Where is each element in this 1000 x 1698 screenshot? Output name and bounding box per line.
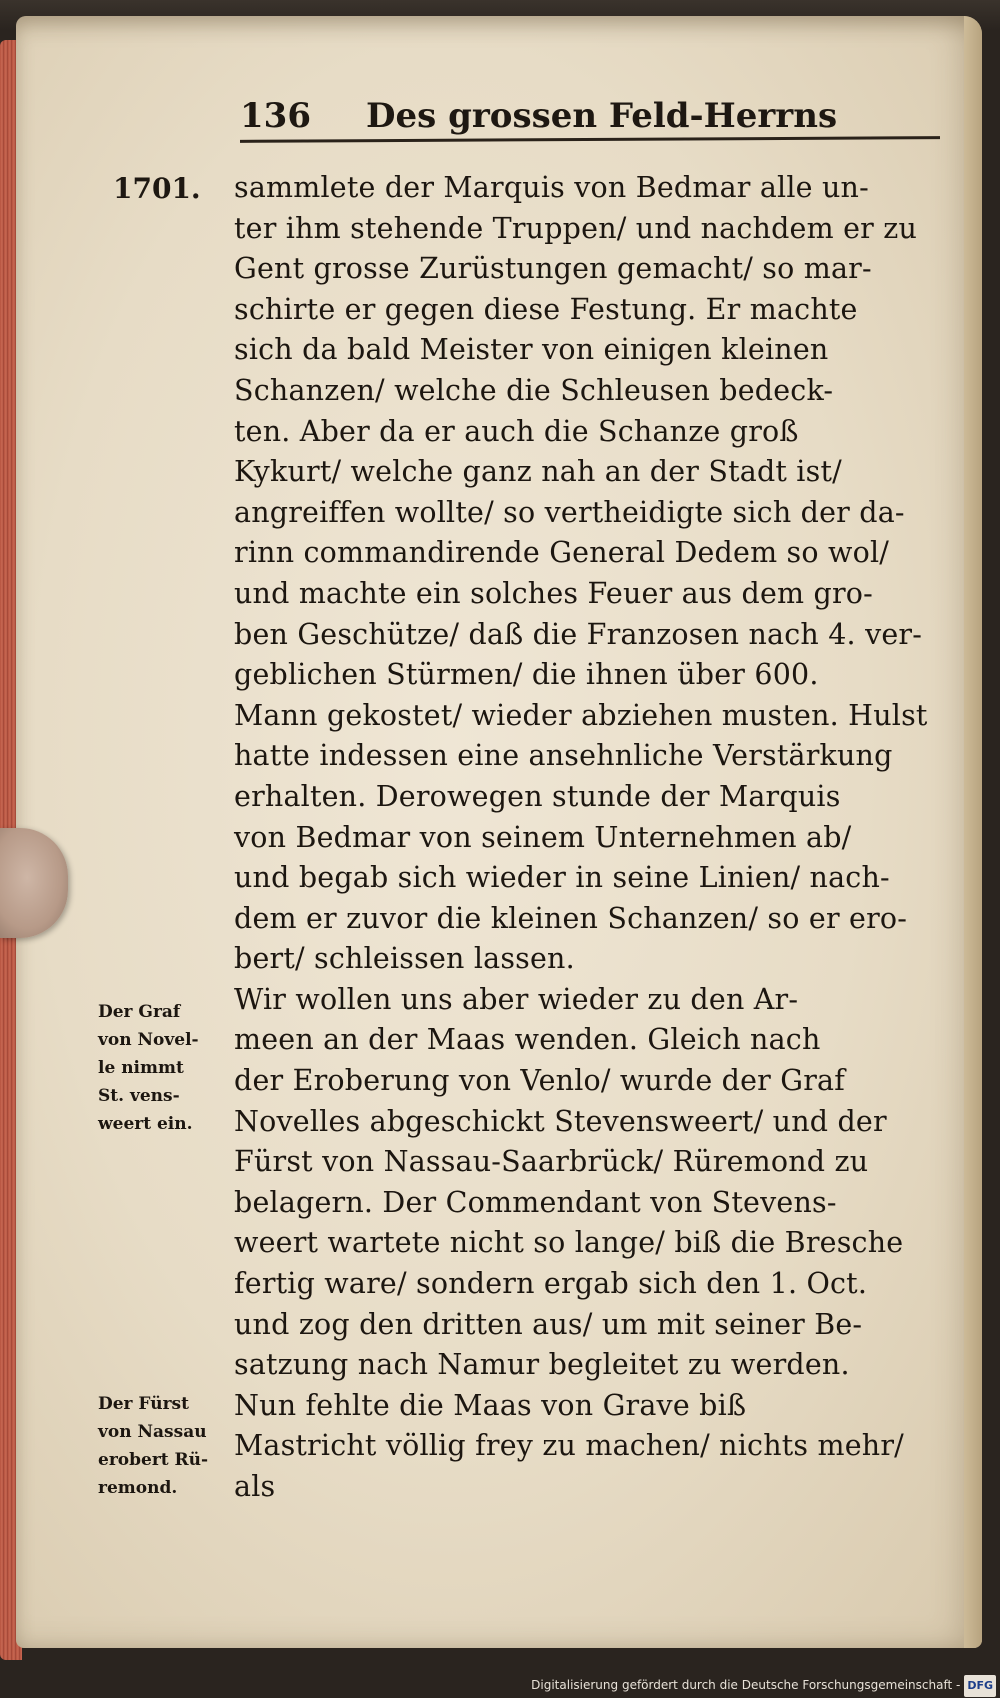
text-line: von Bedmar von seinem Unternehmen ab/ [234, 820, 852, 854]
text-line: Fürst von Nassau-Saarbrück/ Rüremond zu [234, 1145, 869, 1179]
year-marginal: 1701. [113, 172, 201, 205]
text-line: hatte indessen eine ansehnliche Verstärkung [234, 739, 893, 773]
text-line: ben Geschütze/ daß die Franzosen nach 4. ver- [234, 617, 923, 651]
text-line: ter ihm stehende Truppen/ und nachdem er zu [234, 211, 917, 245]
marginal-note-nassau [98, 1390, 238, 1502]
text-line: ten. Aber da er auch die Schanze groß [234, 414, 799, 448]
text-line: weert wartete nicht so lange/ biß die Bresche [234, 1226, 904, 1260]
marginal-line: von Novel- [98, 1030, 199, 1050]
text-line: und begab sich wieder in seine Linien/ nach- [234, 861, 890, 895]
text-line: erhalten. Derowegen stunde der Marquis [234, 779, 841, 813]
marginal-line: le nimmt [98, 1058, 184, 1078]
text-line: dem er zuvor die kleinen Schanzen/ so er ero- [234, 901, 908, 935]
text-line: rinn commandirende General Dedem so wol/ [234, 536, 890, 570]
dfg-logo: DFG [964, 1675, 996, 1697]
text-line: sich da bald Meister von einigen kleinen [234, 333, 829, 367]
text-line: Mastricht völlig frey zu machen/ nichts mehr/ [234, 1429, 904, 1463]
marginal-line: remond. [98, 1478, 178, 1498]
body-text [234, 168, 946, 1508]
footer-text: Digitalisierung gefördert durch die Deutsche Forschungsgemeinschaft - [531, 1678, 961, 1692]
text-line: fertig ware/ sondern ergab sich den 1. Oct. [234, 1267, 868, 1301]
marginal-line: weert ein. [98, 1114, 193, 1134]
marginal-line: erobert Rü- [98, 1450, 209, 1470]
text-line: Mann gekostet/ wieder abziehen musten. Hulst [234, 698, 928, 732]
text-line: Nun fehlte die Maas von Grave biß [234, 1388, 747, 1422]
marginal-note-novelles [98, 998, 238, 1138]
text-line: der Eroberung von Venlo/ wurde der Graf [234, 1064, 845, 1098]
marginal-line: Der Fürst [98, 1394, 189, 1414]
text-line: sammlete der Marquis von Bedmar alle un- [234, 171, 869, 204]
text-line: belagern. Der Commendant von Stevens- [234, 1185, 837, 1219]
text-line: schirte er gegen diese Festung. Er machte [234, 292, 858, 326]
text-line: und zog den dritten aus/ um mit seiner Be- [234, 1307, 863, 1341]
marginal-line: St. vens- [98, 1086, 180, 1106]
page-number: 136 [240, 96, 311, 136]
marginal-line: von Nassau [98, 1422, 207, 1442]
text-line: Schanzen/ welche die Schleusen bedeck- [234, 373, 834, 407]
text-line: Novelles abgeschickt Stevensweert/ und der [234, 1104, 887, 1138]
text-line: als [234, 1470, 276, 1503]
text-line: bert/ schleissen lassen. [234, 942, 575, 976]
page-fore-edge [964, 16, 982, 1648]
text-line: geblichen Stürmen/ die ihnen über 600. [234, 658, 819, 692]
text-line: angreiffen wollte/ so vertheidigte sich der da- [234, 495, 905, 529]
text-line: meen an der Maas wenden. Gleich nach [234, 1023, 821, 1057]
running-head: Des grossen Feld-Herrns [366, 96, 838, 136]
text-line: Gent grosse Zurüstungen gemacht/ so mar- [234, 252, 872, 286]
text-line: und machte ein solches Feuer aus dem gro- [234, 576, 873, 610]
funding-footer [531, 1674, 996, 1696]
marginal-line: Der Graf [98, 1002, 181, 1022]
text-line: Kykurt/ welche ganz nah an der Stadt ist/ [234, 455, 842, 489]
text-line: satzung nach Namur begleitet zu werden. [234, 1348, 850, 1382]
text-line: Wir wollen uns aber wieder zu den Ar- [234, 982, 799, 1016]
